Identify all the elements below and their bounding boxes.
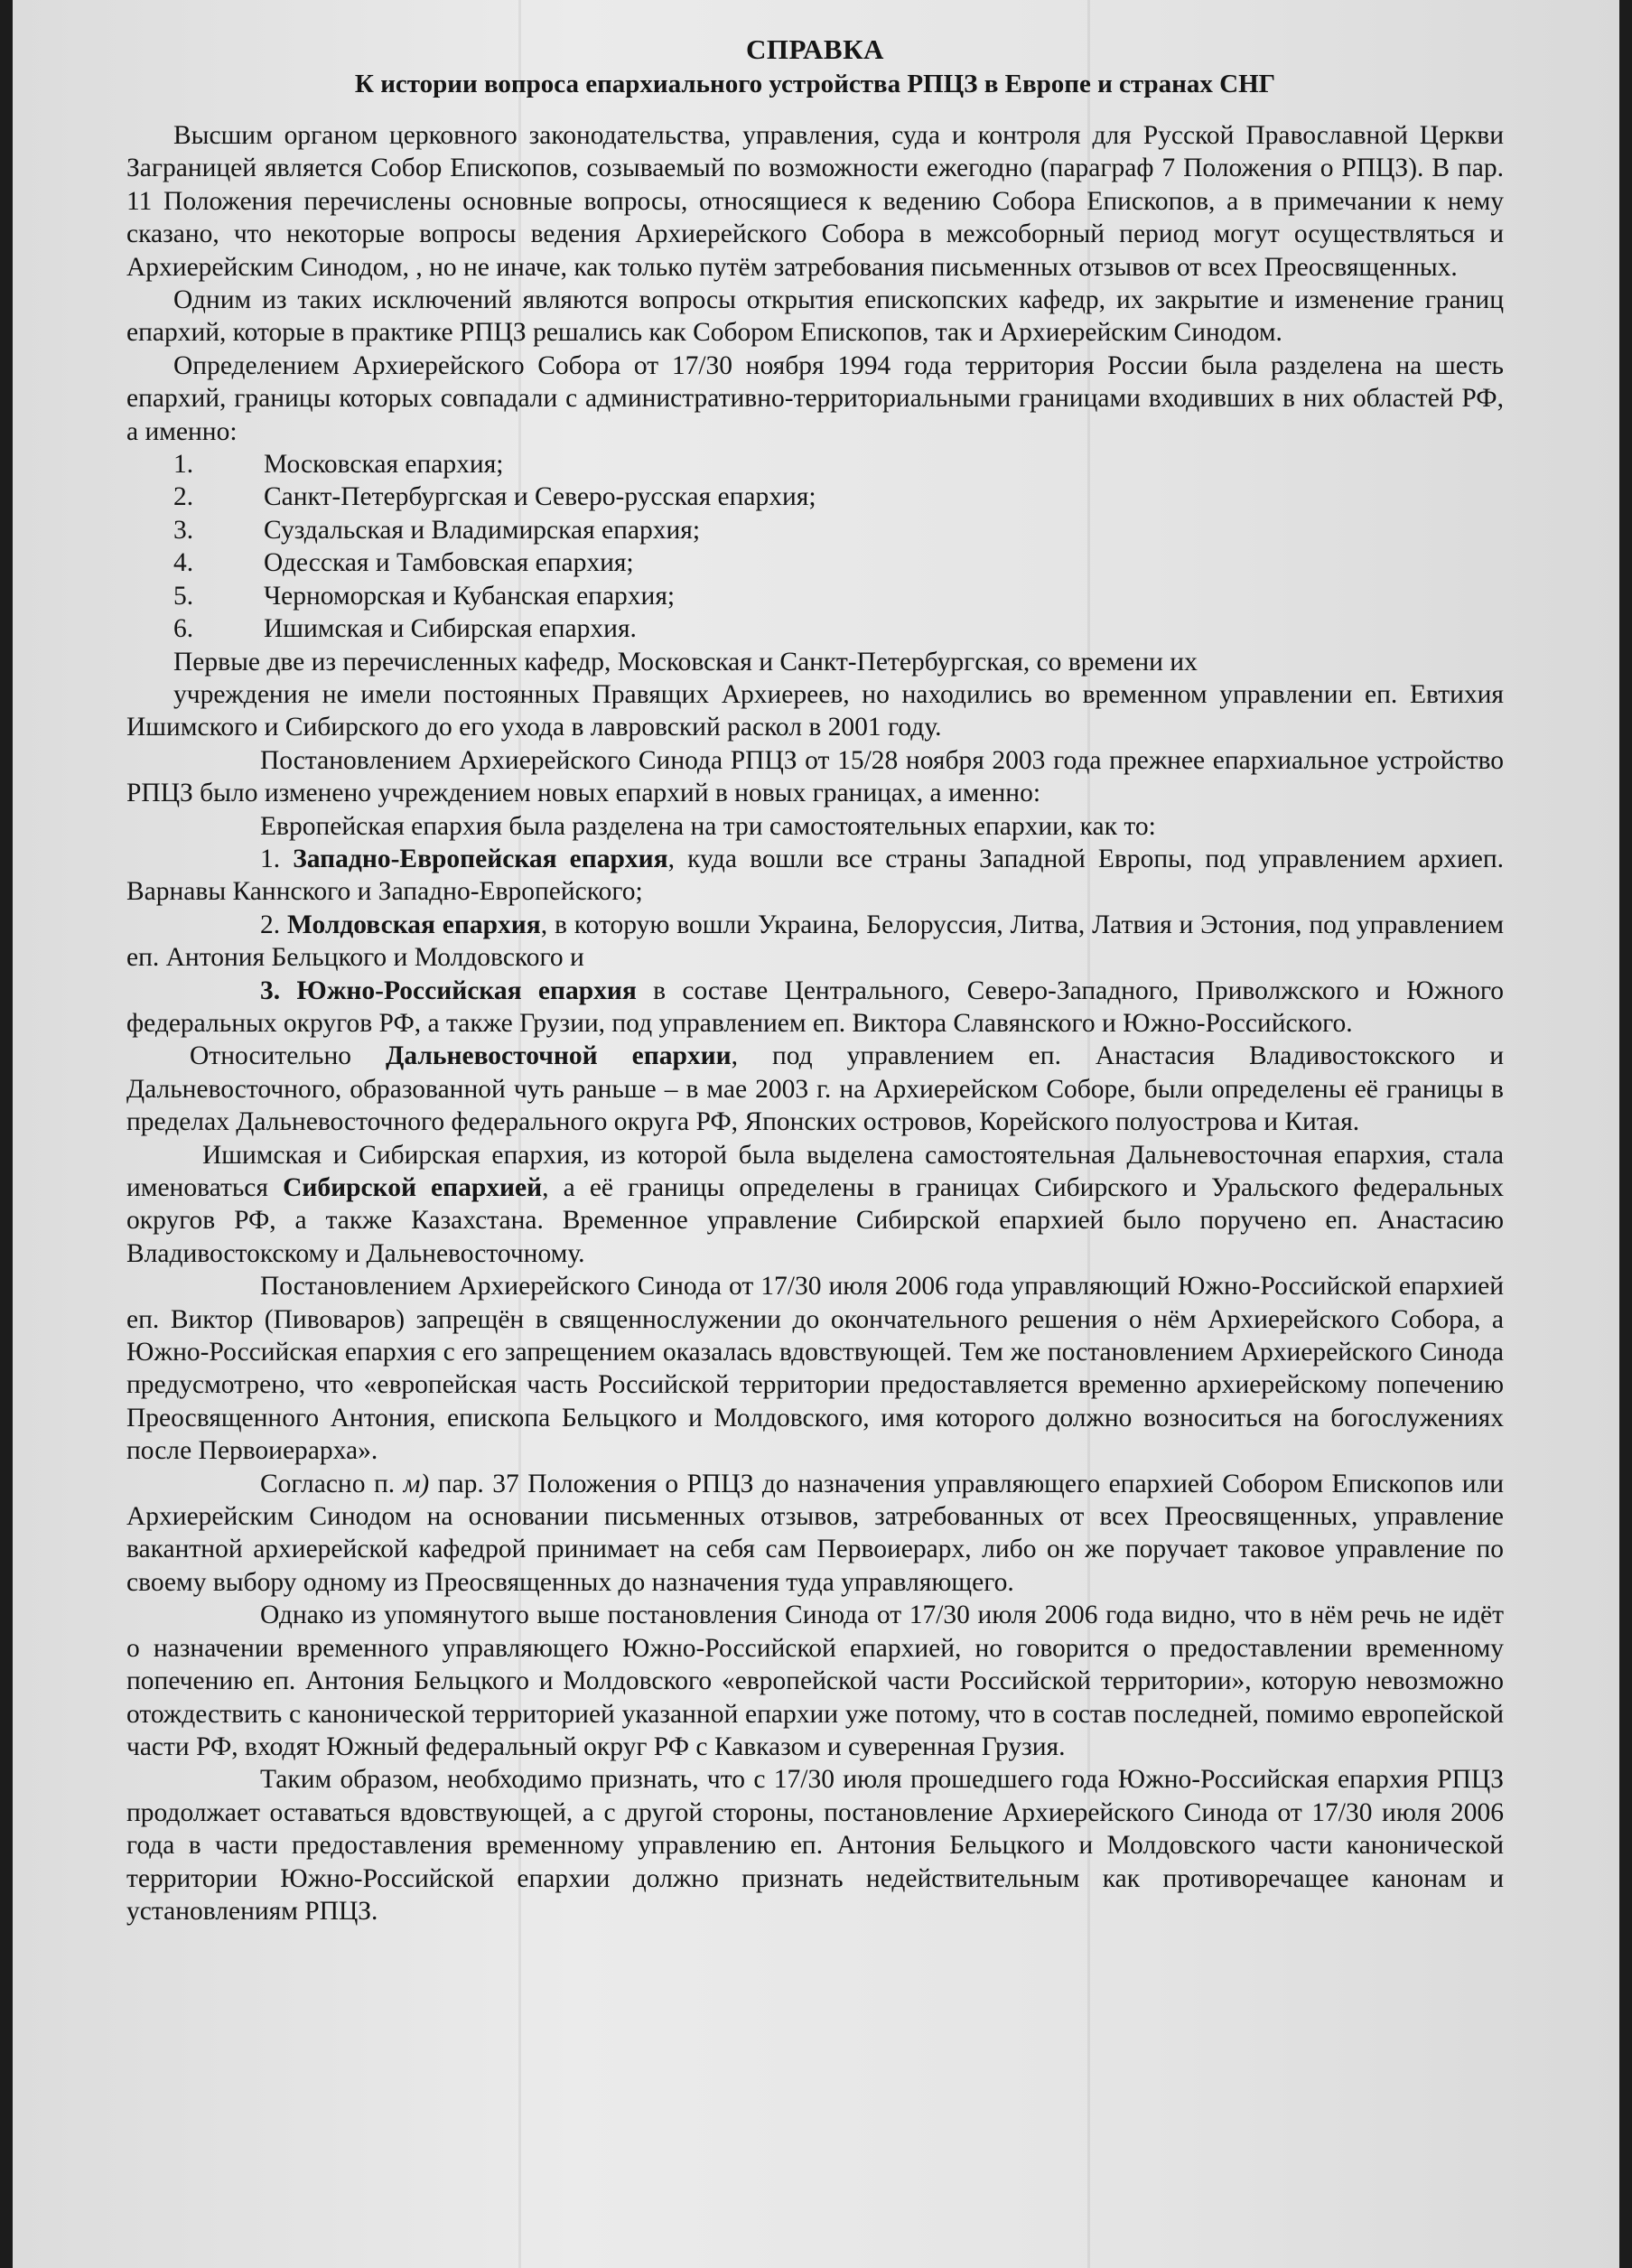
paragraph-2: Одним из таких исключений являются вопросы открытия епископских кафедр, их закрытие и изменение границ епархий, которые в практике РПЦЗ решались как Собором Епископов, так и Архиерейским Синодом.	[126, 285, 1504, 348]
paper-fold	[1087, 0, 1090, 2268]
eparchy-item-2: 2. Молдовская епархия, в которую вошли Украина, Белоруссия, Литва, Латвия и Эстония, под управлением еп. Антония Бельцкого и Молдовского и	[126, 910, 1504, 973]
paragraph-9: Постановлением Архиерейского Синода от 17/30 июля 2006 года управляющий Южно-Российской епархией еп. Виктор (Пивоваров) запрещён в священнослужении до окончательного решения о нём Архиерейского Собора, а Южно-Российская епархия с его запрещением оказалась вдовствующей. Тем же постановлением Архиерейского Синода предусмотрено, что «европейская часть Российской территории предоставляется временно архиерейскому попечению Преосвященного Антония, епископа Бельцкого и Молдовского, имя которого должно возноситься на богослужениях после Первоиерарха».	[126, 1272, 1504, 1466]
eparchy-item-3: 3. Южно-Российская епархия в составе Центрального, Северо-Западного, Приволжского и Южного федеральных округов РФ, а также Грузии, под управлением еп. Виктора Славянского и Южно-Российского.	[126, 975, 1504, 1038]
list-item: 1. Московская епархия;	[173, 450, 504, 480]
paragraph-12: Таким образом, необходимо признать, что с 17/30 июля прошедшего года Южно-Российская епархия РПЦЗ продолжает оставаться вдовствующей, а с другой стороны, постановление Архиерейского Синода от 17/30 июля 2006 года в части предоставления временному управлению еп. Антония Бельцкого и Молдовского части канонической территории Южно-Российской епархии должно признать недействительным как противоречащее канонам и установлениям РПЦЗ.	[126, 1765, 1504, 1926]
eparchy-list	[126, 448, 1504, 645]
document-page	[13, 0, 1619, 2268]
list-item: 3. Суздальская и Владимирская епархия;	[173, 515, 701, 545]
paragraph-5: Постановлением Архиерейского Синода РПЦЗ от 15/28 ноября 2003 года прежнее епархиальное устройство РПЦЗ было изменено учреждением новых епархий в новых границах, а именно:	[126, 745, 1504, 808]
list-item: 4. Одесская и Тамбовская епархия;	[173, 548, 634, 578]
paragraph-8: Ишимская и Сибирская епархия, из которой была выделена самостоятельная Дальневосточная епархия, стала именоваться Сибирской епархией, а её границы определены в границах Сибирского и Уральского федеральных округов РФ, а также Казахстана. Временное управление Сибирской епархией было поручено еп. Анастасию Владивостокскому и Дальневосточному.	[126, 1140, 1504, 1268]
paragraph-7: Относительно Дальневосточной епархии, под управлением еп. Анастасия Владивостокского и Дальневосточного, образованной чуть раньше – в мае 2003 г. на Архиерейском Соборе, были определены её границы в пределах Дальневосточного федерального округа РФ, Японских островов, Корейского полуострова и Китая.	[126, 1041, 1504, 1137]
document-subtitle: К истории вопроса епархиального устройства РПЦЗ в Европе и странах СНГ	[354, 70, 1276, 98]
list-item: 6. Ишимская и Сибирская епархия.	[173, 614, 637, 644]
paragraph-3: Определением Архиерейского Собора от 17/30 ноября 1994 года территория России была разделена на шесть епархий, границы которых совпадали с административно-территориальными границами входивших в них областей РФ, а именно:	[126, 350, 1504, 446]
paragraph-1: Высшим органом церковного законодательства, управления, суда и контроля для Русской Православной Церкви Заграницей является Собор Епископов, созываемый по возможности ежегодно (параграф 7 Положения о РПЦЗ). В пар. 11 Положения перечислены основные вопросы, относящиеся к ведению Собора Епископов, а в примечании к нему сказано, что некоторые вопросы ведения Архиерейского Собора в межсоборный период могут осуществляться и Архиерейским Синодом, , но не иначе, как только путём затребования письменных отзывов от всех Преосвященных.	[126, 121, 1504, 282]
document-title: СПРАВКА	[746, 33, 884, 65]
paragraph-4a: Первые две из перечисленных кафедр, Московская и Санкт-Петербургская, со времени их	[173, 647, 1198, 677]
list-item: 5. Черноморская и Кубанская епархия;	[173, 581, 676, 611]
list-item: 2. Санкт-Петербургская и Северо-русская епархия;	[173, 482, 816, 512]
paragraph-10: Согласно п. м) пар. 37 Положения о РПЦЗ до назначения управляющего епархией Собором Епископов или Архиерейским Синодом на основании письменных отзывов, затребованных от всех Преосвященных, управление вакантной архиерейской кафедрой принимает на себя сам Первоиерарх, либо он же поручает таковое управление по своему выбору одному из Преосвященных до назначения туда управляющего.	[126, 1469, 1504, 1597]
paragraph-4b: учреждения не имели постоянных Правящих Архиереев, но находились во временном управлении еп. Евтихия Ишимского и Сибирского до его ухода в лавровский раскол в 2001 году.	[126, 679, 1504, 742]
eparchy-item-1: 1. Западно-Европейская епархия, куда вошли все страны Западной Европы, под управлением архиеп. Варнавы Каннского и Западно-Европейского;	[126, 844, 1504, 907]
paragraph-6: Европейская епархия была разделена на три самостоятельных епархии, как то:	[260, 811, 1156, 841]
paper-fold	[518, 0, 521, 2268]
paragraph-11: Однако из упомянутого выше постановления Синода от 17/30 июля 2006 года видно, что в нём речь не идёт о назначении временного управляющего Южно-Российской епархией, но говорится о предоставлении временному попечению еп. Антония Бельцкого и Молдовского «европейской части Российской территории», которую невозможно отождествить с канонической территорией указанной епархии уже потому, что в состав последней, помимо европейской части РФ, входят Южный федеральный округ РФ с Кавказом и суверенная Грузия.	[126, 1601, 1504, 1761]
